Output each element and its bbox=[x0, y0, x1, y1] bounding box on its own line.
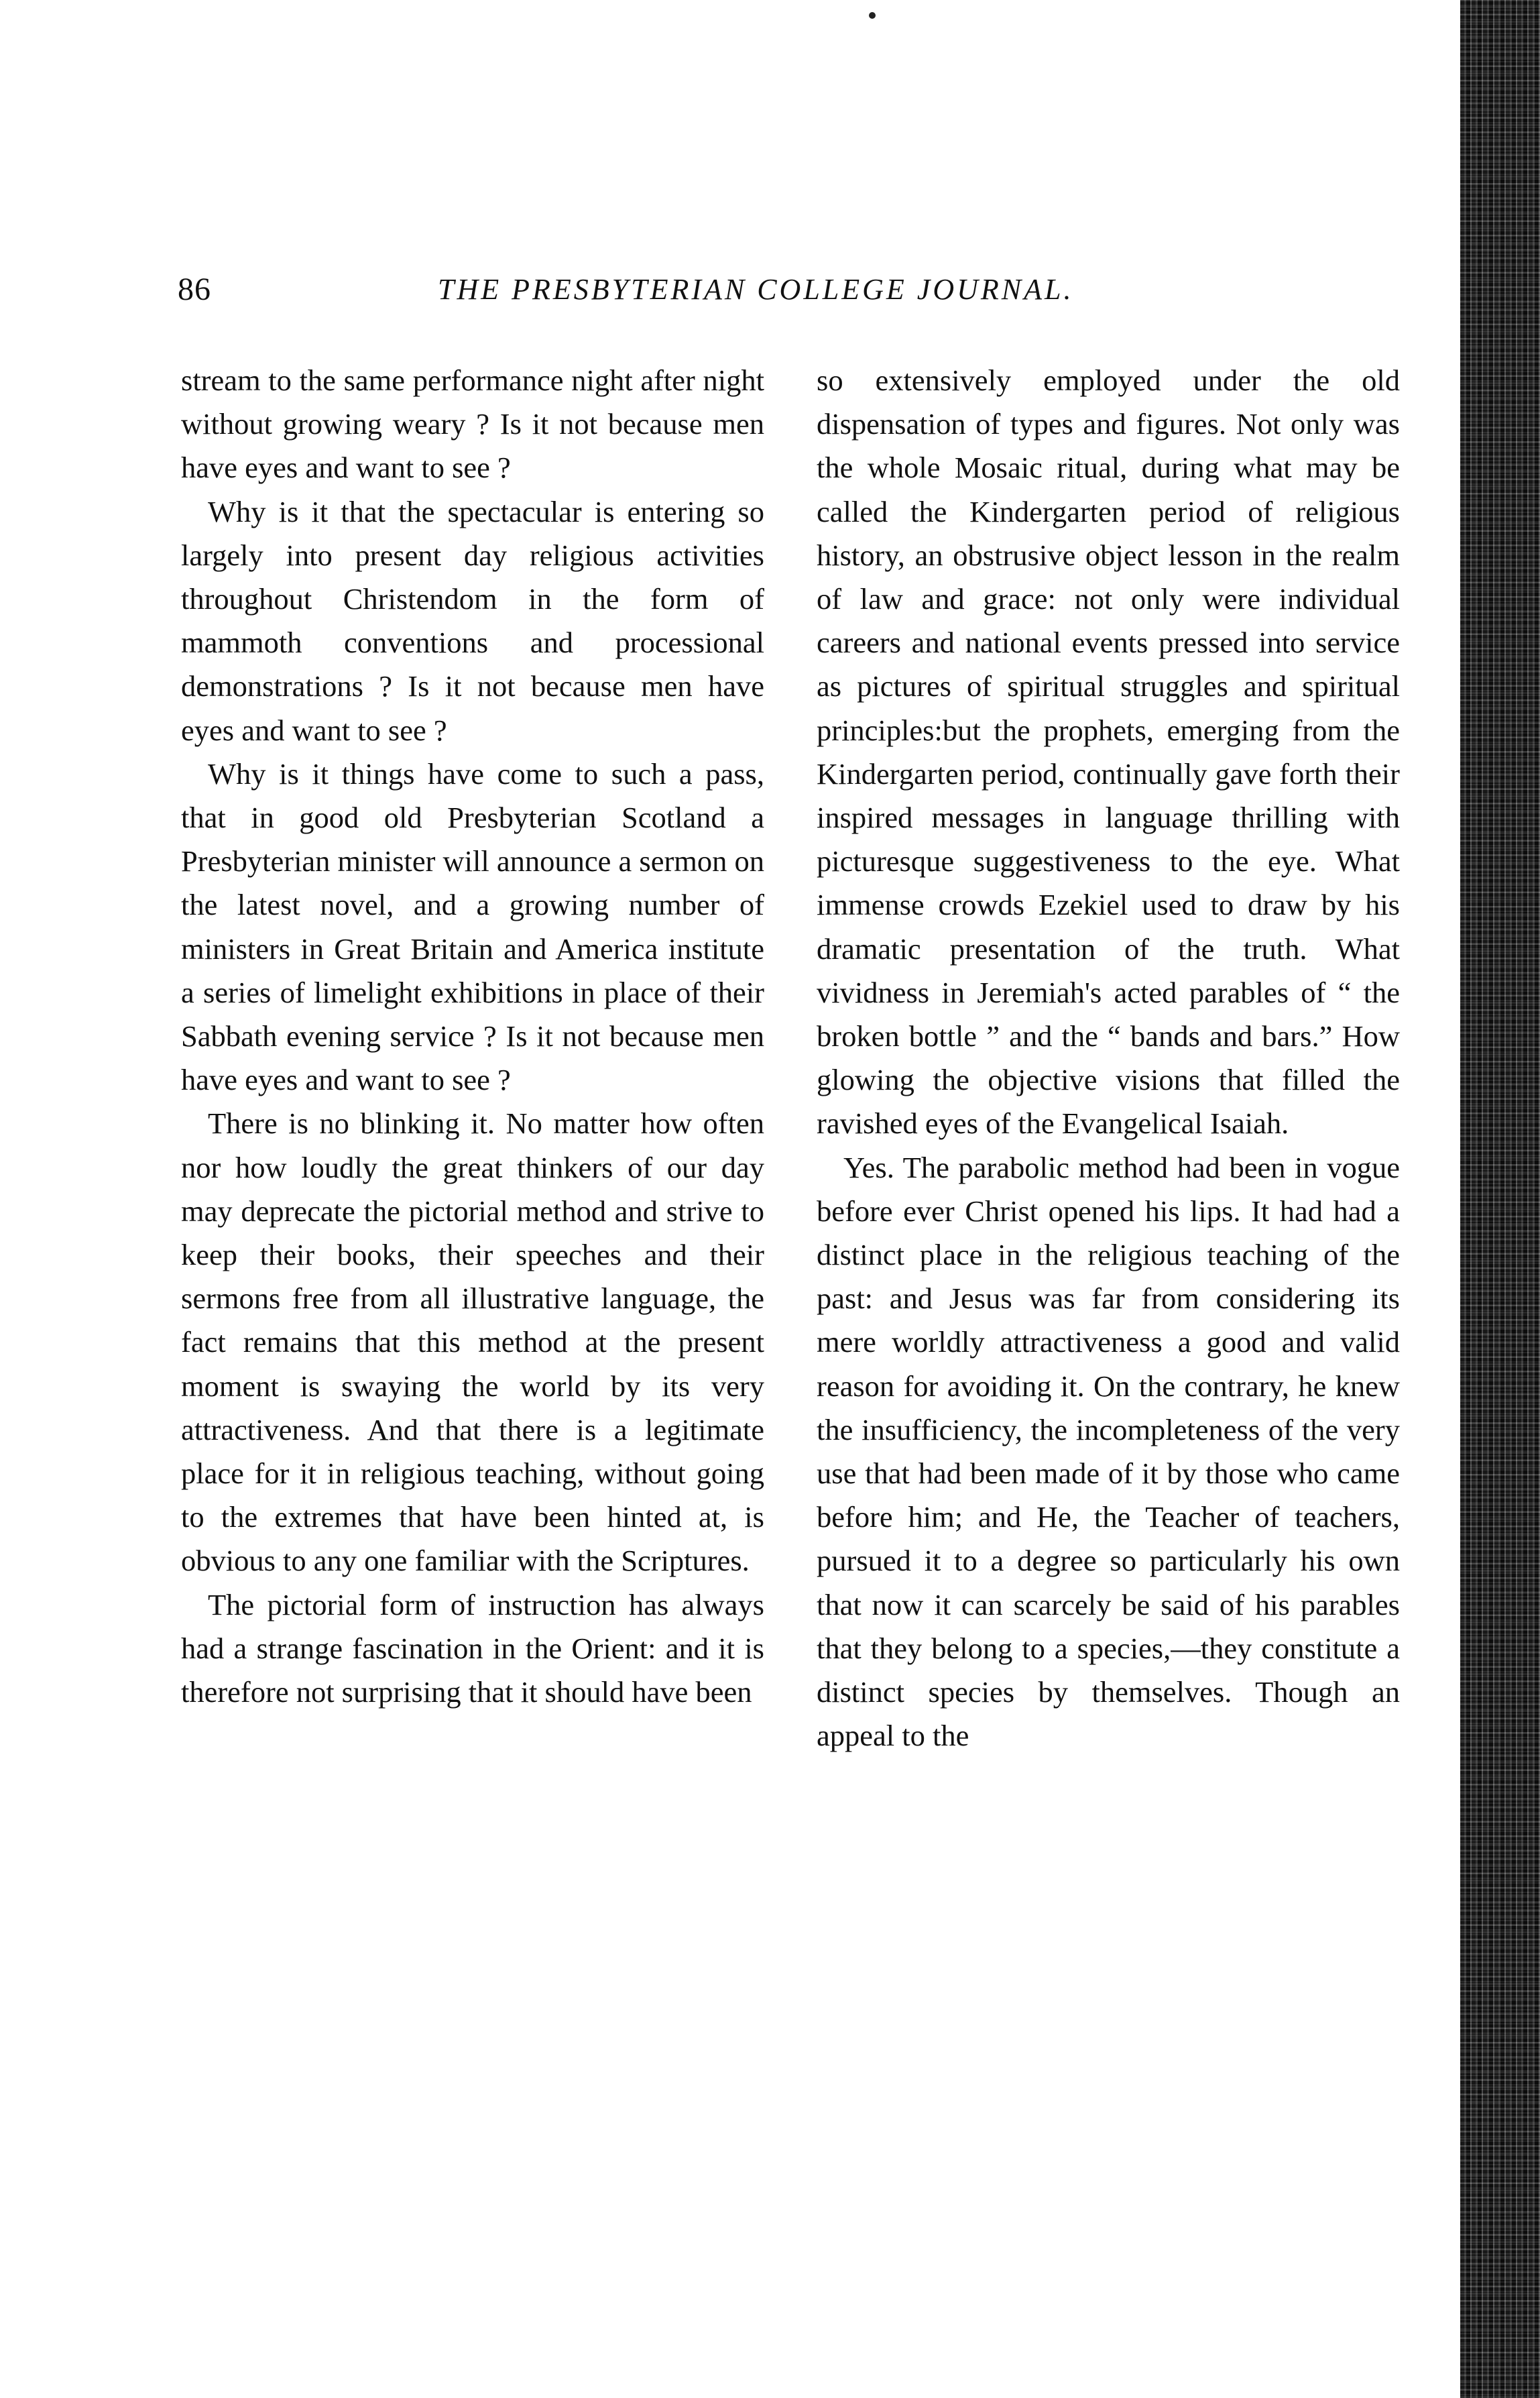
left-column bbox=[181, 359, 764, 1714]
journal-title: THE PRESBYTERIAN COLLEGE JOURNAL. bbox=[438, 273, 1074, 306]
paragraph: The pictorial form of instruction has always had a strange fascination in the Orient: and it is therefore not surprising that it should have been bbox=[181, 1587, 764, 1709]
paragraph: so extensively employed under the old dispensation of types and figures. Not only was the whole Mosaic ritual, during what may be called the Kindergarten period of religious history, an obstrusive object lesson in the realm of law and grace: not only were individual careers and national events pressed into service as pictures of spiritual struggles and spiritual principles:but the prophets, emerging from the Kindergarten period, continually gave forth their inspired messages in language thrilling with picturesque suggestiveness to the eye. What immense crowds Ezekiel used to draw by his dramatic presentation of the truth. What vividness in Jeremiah's acted parables of “ the broken bottle ” and the “ bands and bars.” How glowing the objective visions that filled the ravished eyes of the Evangelical Isaiah. bbox=[817, 363, 1400, 1141]
page-number: 86 bbox=[178, 272, 211, 307]
book-edge bbox=[1460, 0, 1540, 2398]
paragraph: Yes. The parabolic method had been in vogue before ever Christ opened his lips. It had had a distinct place in the religious teaching of the past: and Jesus was far from considering its mere worldly attractiveness a good and valid reason for avoiding it. On the contrary, he knew the insufficiency, the incompleteness of the very use that had been made of it by those who came before him; and He, the Teacher of teachers, pursued it to a degree so particularly his own that now it can scarcely be said of his parables that they belong to a species,—they constitute a distinct species by themselves. Though an appeal to the bbox=[817, 1150, 1400, 1753]
right-column bbox=[817, 359, 1400, 1758]
ink-speck bbox=[869, 12, 876, 19]
paragraph: Why is it that the spectacular is entering so largely into present day religious activities throughout Christendom in the form of mammoth conventions and processional demonstrations ? Is it not because men have eyes and want to see ? bbox=[181, 494, 764, 747]
paragraph: Why is it things have come to such a pass, that in good old Presbyterian Scotland a Presbyterian minister will announce a sermon on the latest novel, and a growing number of ministers in Great Britain and America institute a series of limelight exhibitions in place of their Sabbath evening service ? Is it not because men have eyes and want to see ? bbox=[181, 756, 765, 1097]
paragraph: stream to the same performance night after night without growing weary ? Is it not because men have eyes and want to see ? bbox=[181, 363, 764, 485]
paragraph: There is no blinking it. No matter how often nor how loudly the great thinkers of our day may deprecate the pictorial method and strive to keep their books, their speeches and their sermons free from all illustrative language, the fact remains that this method at the present moment is swaying the world by its very attractiveness. And that there is a legitimate place for it in religious teaching, without going to the extremes that have been hinted at, is obvious to any one familiar with the Scriptures. bbox=[181, 1106, 764, 1578]
running-head bbox=[178, 271, 1445, 318]
